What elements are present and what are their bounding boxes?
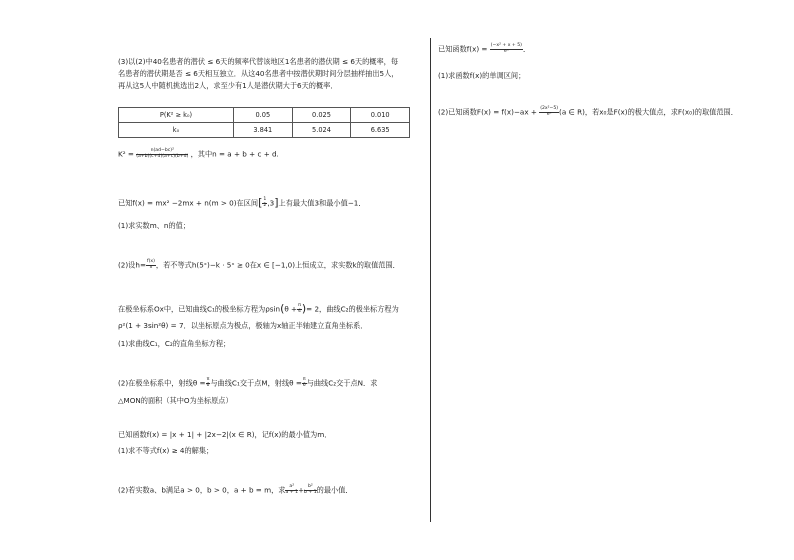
problem-4-part-1: (1)求不等式f(x) ≥ 4的解集；: [118, 446, 214, 455]
table-cell: 0.025: [292, 108, 351, 123]
critical-value-table: [118, 107, 410, 138]
problem-2-part-1: (1)求实数m、n的值；: [118, 221, 191, 230]
table-cell: 3.841: [234, 123, 293, 138]
right-part-1: (1)求函数f(x)的单调区间；: [438, 71, 526, 80]
problem-3-part-2-line-2: △MON的面积（其中O为坐标原点）: [118, 396, 233, 405]
right-part-2: (2)已知函数F(x) = f(x)−ax + $\frac{\text{(2x²−5)}}{\text{eˣ}}$ (a ∈ R)，若x₀是F(x)的极大值点，求F(x₀)的取值范围．: [438, 106, 738, 117]
k-squared-formula: K² = $\frac{\text{n(ad−bc)²}}{(a+b)(c+d)(a+c)(b+d)}$ ，其中n = a + b + c + d.: [118, 148, 279, 159]
q3-line-3: 再从这5人中随机挑选出2人，求至少有1人是潜伏期大于6天的概率．: [118, 81, 338, 90]
problem-4-statement: 已知函数f(x) = |x + 1| + |2x−2|(x ∈ R)，记f(x)的最小值为m．: [118, 430, 332, 439]
table-cell: 6.635: [351, 123, 410, 138]
problem-3-part-1: (1)求曲线C₁，C₂的直角坐标方程；: [118, 339, 231, 348]
problem-2-part-2: (2)设h= $\frac{f(x)}{x}$ ，若不等式h(5ˣ)−k · 5ˣ ≥ 0在x ∈ [−1,0)上恒成立，求实数k的取值范围．: [118, 259, 400, 270]
column-divider: [430, 38, 431, 522]
table-cell: 0.010: [351, 108, 410, 123]
table-cell: P(K² ≥ k₀): [119, 108, 234, 123]
table-cell: 5.024: [292, 123, 351, 138]
right-problem-statement: 已知函数f(x) = $\frac{\text{(−x² + x + 5)}}{\text{eˣ}}$ ．: [438, 43, 531, 54]
q3-line-2: 名患者的潜伏期是否 ≤ 6天相互独立．从这40名患者中按潜伏期时间分层抽样抽出5人，: [118, 69, 399, 78]
q3-line-1: (3)以(2)中40名患者的潜伏 ≤ 6天的频率代替该地区1名患者的潜伏期 ≤ 6天的概率，每: [118, 57, 399, 66]
table-row: [119, 123, 410, 138]
table-cell: 0.05: [234, 108, 293, 123]
problem-3-statement: 在极坐标系Ox中，已知曲线C₁的极坐标方程为ρsin(θ + $\frac{\pi}{4}$ )= 2，曲线C₂的极坐标方程为: [118, 302, 399, 315]
problem-3-line-2: ρ²(1 + 3sin²θ) = 7．以坐标原点为极点，极轴为x轴正半轴建立直角坐标系．: [118, 321, 368, 330]
problem-3-part-2: (2)在极坐标系中，射线θ = $\frac{\pi}{6}$ 与曲线C₁交于点M，射线θ = $\frac{\pi}{6}$ 与曲线C₂交于点N．求: [118, 377, 378, 388]
problem-4-part-2: (2)若实数a、b满足a > 0，b > 0，a + b = m，求 $\frac{\text{a²}}{a + 1}$ + $\frac{\text{b²}}{b + 1}$ 的最小值．: [118, 484, 353, 495]
table-header-row: [119, 108, 410, 123]
formula-fraction: $\frac{\text{n(ad−bc)²}}{(a+b)(c+d)(a+c)(b+d)}$: [136, 148, 189, 159]
table-cell: k₀: [119, 123, 234, 138]
problem-2-statement: 已知f(x) = mx² −2mx + n(m > 0)在区间[ $\frac{1}{2}$ ,3]上有最大值3和最小值−1．: [118, 196, 366, 209]
